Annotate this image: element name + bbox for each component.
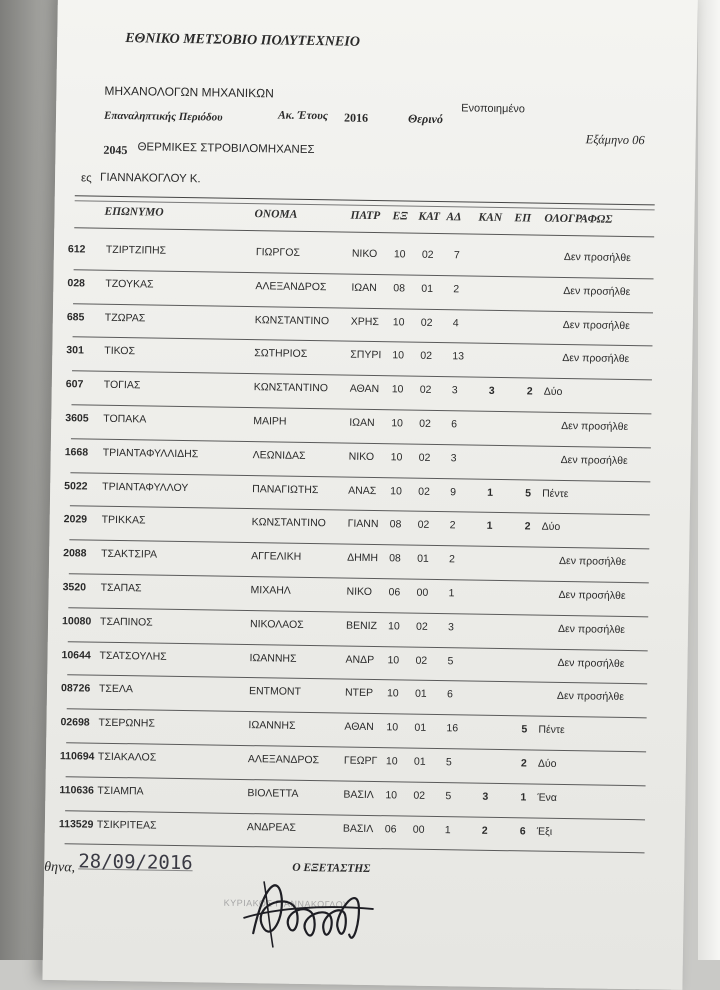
cell-grade: Δεν προσήλθε bbox=[558, 623, 625, 636]
col-name: ΟΝΟΜΑ bbox=[254, 208, 297, 221]
cell-kat: 02 bbox=[418, 519, 430, 531]
cell-patr: ΝΙΚΟ bbox=[346, 586, 372, 598]
cell-patr: ΣΠΥΡΙ bbox=[350, 349, 381, 361]
cell-ep: 2 bbox=[525, 521, 531, 533]
cell-am: 685 bbox=[67, 311, 85, 323]
cell-am: 2088 bbox=[63, 547, 87, 559]
cell-ex: 10 bbox=[391, 451, 403, 463]
cell-ad: 5 bbox=[446, 756, 452, 768]
cell-kat: 00 bbox=[413, 823, 425, 835]
col-ep: ΕΠ bbox=[514, 212, 531, 224]
col-ex: ΕΞ bbox=[392, 210, 407, 222]
period-label: Επαναληπτικής Περιόδου bbox=[104, 110, 223, 124]
cell-am: 3605 bbox=[65, 412, 89, 424]
cell-ex: 10 bbox=[392, 383, 404, 395]
cell-name: ΚΩΝΣΤΑΝΤΙΝΟ bbox=[254, 381, 328, 394]
col-kat: ΚΑΤ bbox=[418, 211, 440, 223]
cell-grade: Πέντε bbox=[542, 487, 569, 499]
cell-patr: ΑΘΑΝ bbox=[344, 721, 374, 733]
cell-surname: ΤΣΑΠΙΝΟΣ bbox=[100, 616, 153, 629]
school-name: ΜΗΧΑΝΟΛΟΓΩΝ ΜΗΧΑΝΙΚΩΝ bbox=[104, 84, 274, 101]
cell-ep: 2 bbox=[527, 386, 533, 398]
cell-patr: ΓΙΑΝΝ bbox=[348, 518, 379, 530]
cell-ex: 10 bbox=[391, 417, 403, 429]
cell-grade: Έξι bbox=[537, 825, 552, 837]
cell-grade: Δύο bbox=[544, 386, 563, 398]
cell-ad: 7 bbox=[454, 249, 460, 261]
cell-name: ΚΩΝΣΤΑΝΤΙΝΟ bbox=[255, 314, 329, 327]
cell-ad: 6 bbox=[447, 689, 453, 701]
cell-grade: Δεν προσήλθε bbox=[562, 352, 629, 365]
cell-am: 10644 bbox=[61, 649, 90, 661]
cell-grade: Δεν προσήλθε bbox=[561, 454, 628, 467]
examiner-label: Ο ΕΞΕΤΑΣΤΗΣ bbox=[292, 862, 370, 875]
cell-patr: ΔΗΜΗ bbox=[347, 552, 378, 564]
cell-ex: 08 bbox=[393, 282, 405, 294]
cell-grade: Δύο bbox=[538, 758, 557, 770]
cell-grade: Δεν προσήλθε bbox=[561, 420, 628, 433]
cell-ad: 2 bbox=[449, 553, 455, 565]
cell-kat: 02 bbox=[421, 316, 433, 328]
cell-grade: Ένα bbox=[537, 791, 557, 803]
cell-patr: ΝΤΕΡ bbox=[345, 687, 373, 699]
cell-am: 2029 bbox=[64, 514, 88, 526]
cell-ex: 10 bbox=[392, 350, 404, 362]
cell-ep: 5 bbox=[521, 724, 527, 736]
cell-patr: ΒΑΣΙΛ bbox=[343, 822, 374, 834]
cell-patr: ΧΡΗΣ bbox=[351, 315, 379, 327]
cell-ad: 4 bbox=[453, 317, 459, 329]
cell-ad: 6 bbox=[451, 418, 457, 430]
header-rule-bottom bbox=[74, 227, 654, 237]
cell-kat: 02 bbox=[419, 418, 431, 430]
cell-name: ΣΩΤΗΡΙΟΣ bbox=[254, 348, 307, 361]
cell-name: ΙΩΑΝΝΗΣ bbox=[249, 652, 296, 665]
cell-kat: 01 bbox=[414, 756, 426, 768]
col-patr: ΠΑΤΡ bbox=[350, 210, 380, 222]
cell-patr: ΙΩΑΝ bbox=[349, 417, 375, 429]
cell-am: 10080 bbox=[62, 615, 91, 627]
cell-grade: Δεν προσήλθε bbox=[564, 251, 631, 264]
cell-surname: ΤΟΠΑΚΑ bbox=[103, 413, 146, 426]
cell-kat: 02 bbox=[413, 789, 425, 801]
cell-ad: 2 bbox=[450, 520, 456, 532]
cell-surname: ΤΖΟΥΚΑΣ bbox=[105, 278, 153, 291]
cell-ad: 1 bbox=[445, 824, 451, 836]
cell-ex: 06 bbox=[385, 823, 397, 835]
cell-kat: 01 bbox=[417, 553, 429, 565]
cell-surname: ΤΖΩΡΑΣ bbox=[105, 311, 146, 324]
cell-kan: 3 bbox=[482, 791, 488, 803]
cell-grade: Δεν προσήλθε bbox=[557, 690, 624, 703]
cell-ad: 16 bbox=[446, 722, 458, 734]
course-code: 2045 bbox=[103, 143, 127, 158]
cell-surname: ΤΣΙΑΜΠΑ bbox=[97, 785, 143, 798]
cell-name: ΛΕΩΝΙΔΑΣ bbox=[253, 449, 306, 462]
cell-ep: 2 bbox=[521, 757, 527, 769]
cell-surname: ΤΣΑΠΑΣ bbox=[101, 582, 142, 595]
cell-am: 08726 bbox=[61, 683, 90, 695]
cell-ex: 10 bbox=[387, 654, 399, 666]
cell-grade: Δύο bbox=[542, 521, 561, 533]
cell-name: ΑΛΕΞΑΝΔΡΟΣ bbox=[248, 753, 319, 766]
grade-sheet-page bbox=[42, 0, 697, 990]
cell-am: 3520 bbox=[63, 581, 87, 593]
cell-surname: ΤΟΓΙΑΣ bbox=[104, 379, 141, 392]
cell-surname: ΤΣΑΤΣΟΥΛΗΣ bbox=[99, 649, 166, 662]
cell-name: ΒΙΟΛΕΤΤΑ bbox=[247, 787, 298, 800]
cell-surname: ΤΡΙΑΝΤΑΦΥΛΛΙΔΗΣ bbox=[103, 447, 199, 460]
col-grade-words: ΟΛΟΓΡΑΦΩΣ bbox=[544, 213, 612, 226]
cell-am: 110694 bbox=[60, 750, 95, 763]
cell-kat: 02 bbox=[420, 350, 432, 362]
cell-patr: ΑΘΑΝ bbox=[350, 383, 380, 395]
cell-ep: 1 bbox=[520, 791, 526, 803]
cell-ad: 2 bbox=[453, 283, 459, 295]
cell-ep: 6 bbox=[520, 825, 526, 837]
cell-name: ΑΓΓΕΛΙΚΗ bbox=[251, 550, 301, 563]
cell-ex: 10 bbox=[386, 721, 398, 733]
cell-surname: ΤΣΙΑΚΑΛΟΣ bbox=[98, 751, 156, 764]
examiner-signature bbox=[233, 863, 384, 955]
instructor-prefix: ες bbox=[81, 172, 92, 184]
cell-patr: ΑΝΔΡ bbox=[345, 653, 374, 665]
university-title: ΕΘΝΙΚΟ ΜΕΤΣΟΒΙΟ ΠΟΛΥΤΕΧΝΕΙΟ bbox=[125, 31, 360, 51]
cell-ad: 13 bbox=[452, 351, 464, 363]
cell-name: ΝΙΚΟΛΑΟΣ bbox=[250, 618, 304, 631]
cell-ex: 10 bbox=[385, 789, 397, 801]
cell-name: ΠΑΝΑΓΙΩΤΗΣ bbox=[252, 483, 318, 496]
cell-kat: 02 bbox=[420, 384, 432, 396]
cell-grade: Δεν προσήλθε bbox=[563, 319, 630, 332]
cell-grade: Δεν προσήλθε bbox=[558, 589, 625, 602]
cell-ad: 3 bbox=[452, 384, 458, 396]
cell-am: 607 bbox=[66, 378, 84, 390]
examiner-stamp: ΚΥΡΙΑΚΟΣ ΓΙΑΝΝΑΚΟΓΛΟΥ bbox=[224, 898, 350, 910]
cell-patr: ΒΕΝΙΖ bbox=[346, 619, 377, 631]
cell-name: ΚΩΝΣΤΑΝΤΙΝΟ bbox=[252, 516, 326, 529]
cell-surname: ΤΣΕΛΑ bbox=[99, 683, 133, 696]
cell-ad: 5 bbox=[445, 790, 451, 802]
cell-surname: ΤΖΙΡΤΖΙΠΗΣ bbox=[106, 244, 166, 257]
cell-ex: 10 bbox=[393, 316, 405, 328]
semester-label: Εξάμηνο 06 bbox=[586, 132, 645, 148]
cell-patr: ΝΙΚΟ bbox=[349, 450, 375, 462]
col-ad: ΑΔ bbox=[446, 211, 461, 223]
cell-kat: 02 bbox=[422, 249, 434, 261]
cell-am: 612 bbox=[68, 243, 86, 255]
cell-grade: Δεν προσήλθε bbox=[557, 657, 624, 670]
col-surname: ΕΠΩΝΥΜΟ bbox=[104, 206, 163, 219]
cell-patr: ΓΕΩΡΓ bbox=[344, 755, 378, 768]
cell-kat: 02 bbox=[418, 485, 430, 497]
cell-ex: 10 bbox=[390, 485, 402, 497]
cell-ex: 10 bbox=[394, 248, 406, 260]
cell-kat: 02 bbox=[415, 654, 427, 666]
cell-patr: ΒΑΣΙΛ bbox=[343, 788, 374, 800]
cell-ad: 9 bbox=[450, 486, 456, 498]
cell-patr: ΑΝΑΣ bbox=[348, 484, 376, 496]
cell-ex: 06 bbox=[388, 586, 400, 598]
instructor-name: ΓΙΑΝΝΑΚΟΓΛΟΥ Κ. bbox=[100, 172, 201, 186]
cell-am: 028 bbox=[67, 277, 85, 289]
cell-am: 110636 bbox=[59, 784, 94, 797]
cell-patr: ΙΩΑΝ bbox=[351, 281, 377, 293]
cell-name: ΜΑΙΡΗ bbox=[253, 415, 286, 428]
cell-am: 5022 bbox=[64, 480, 88, 492]
cell-surname: ΤΡΙΑΝΤΑΦΥΛΛΟΥ bbox=[102, 480, 188, 493]
cell-kat: 01 bbox=[415, 688, 427, 700]
cell-kat: 01 bbox=[414, 722, 426, 734]
cell-ex: 10 bbox=[388, 620, 400, 632]
course-name: ΘΕΡΜΙΚΕΣ ΣΤΡΟΒΙΛΟΜΗΧΑΝΕΣ bbox=[137, 141, 314, 156]
cell-ex: 08 bbox=[389, 552, 401, 564]
cell-kat: 01 bbox=[421, 283, 433, 295]
cell-surname: ΤΣΕΡΩΝΗΣ bbox=[98, 717, 155, 730]
cell-name: ΜΙΧΑΗΛ bbox=[251, 584, 291, 597]
cell-name: ΙΩΑΝΝΗΣ bbox=[248, 719, 295, 732]
exam-date: 28/09/2016 bbox=[78, 850, 193, 874]
cell-kat: 02 bbox=[416, 621, 428, 633]
cell-kan: 3 bbox=[489, 385, 495, 397]
cell-ad: 3 bbox=[451, 452, 457, 464]
place-label: θηνα, bbox=[44, 860, 75, 876]
cell-name: ΕΝΤΜΟΝΤ bbox=[249, 685, 301, 698]
cell-kan: 1 bbox=[487, 486, 493, 498]
background-sheet-edge bbox=[698, 0, 720, 960]
cell-name: ΑΛΕΞΑΝΔΡΟΣ bbox=[255, 280, 326, 293]
unified-label: Ενοποιημένο bbox=[461, 102, 525, 115]
season-label: Θερινό bbox=[408, 112, 443, 128]
cell-kat: 02 bbox=[419, 452, 431, 464]
cell-am: 301 bbox=[66, 345, 84, 357]
cell-kan: 2 bbox=[482, 824, 488, 836]
cell-ex: 08 bbox=[390, 519, 402, 531]
cell-surname: ΤΣΑΚΤΣΙΡΑ bbox=[101, 548, 157, 561]
cell-ex: 10 bbox=[386, 755, 398, 767]
cell-surname: ΤΡΙΚΚΑΣ bbox=[102, 514, 146, 527]
cell-patr: ΝΙΚΟ bbox=[352, 248, 378, 260]
cell-name: ΓΙΩΡΓΟΣ bbox=[256, 246, 300, 259]
cell-ad: 5 bbox=[447, 655, 453, 667]
cell-am: 113529 bbox=[59, 818, 94, 831]
academic-year: 2016 bbox=[344, 111, 368, 126]
cell-kan: 1 bbox=[487, 520, 493, 532]
cell-name: ΑΝΔΡΕΑΣ bbox=[247, 821, 296, 834]
cell-surname: ΤΣΙΚΡΙΤΕΑΣ bbox=[97, 818, 157, 831]
cell-ep: 5 bbox=[525, 487, 531, 499]
cell-ad: 3 bbox=[448, 621, 454, 633]
cell-am: 1668 bbox=[65, 446, 89, 458]
cell-grade: Δεν προσήλθε bbox=[559, 555, 626, 568]
year-label: Ακ. Έτους bbox=[278, 109, 328, 122]
cell-ex: 10 bbox=[387, 688, 399, 700]
cell-grade: Δεν προσήλθε bbox=[563, 285, 630, 298]
cell-kat: 00 bbox=[416, 587, 428, 599]
cell-ad: 1 bbox=[448, 587, 454, 599]
cell-am: 02698 bbox=[60, 716, 89, 728]
cell-grade: Πέντε bbox=[538, 724, 565, 736]
col-kan: ΚΑΝ bbox=[478, 212, 502, 224]
cell-surname: ΤΙΚΟΣ bbox=[104, 345, 135, 357]
